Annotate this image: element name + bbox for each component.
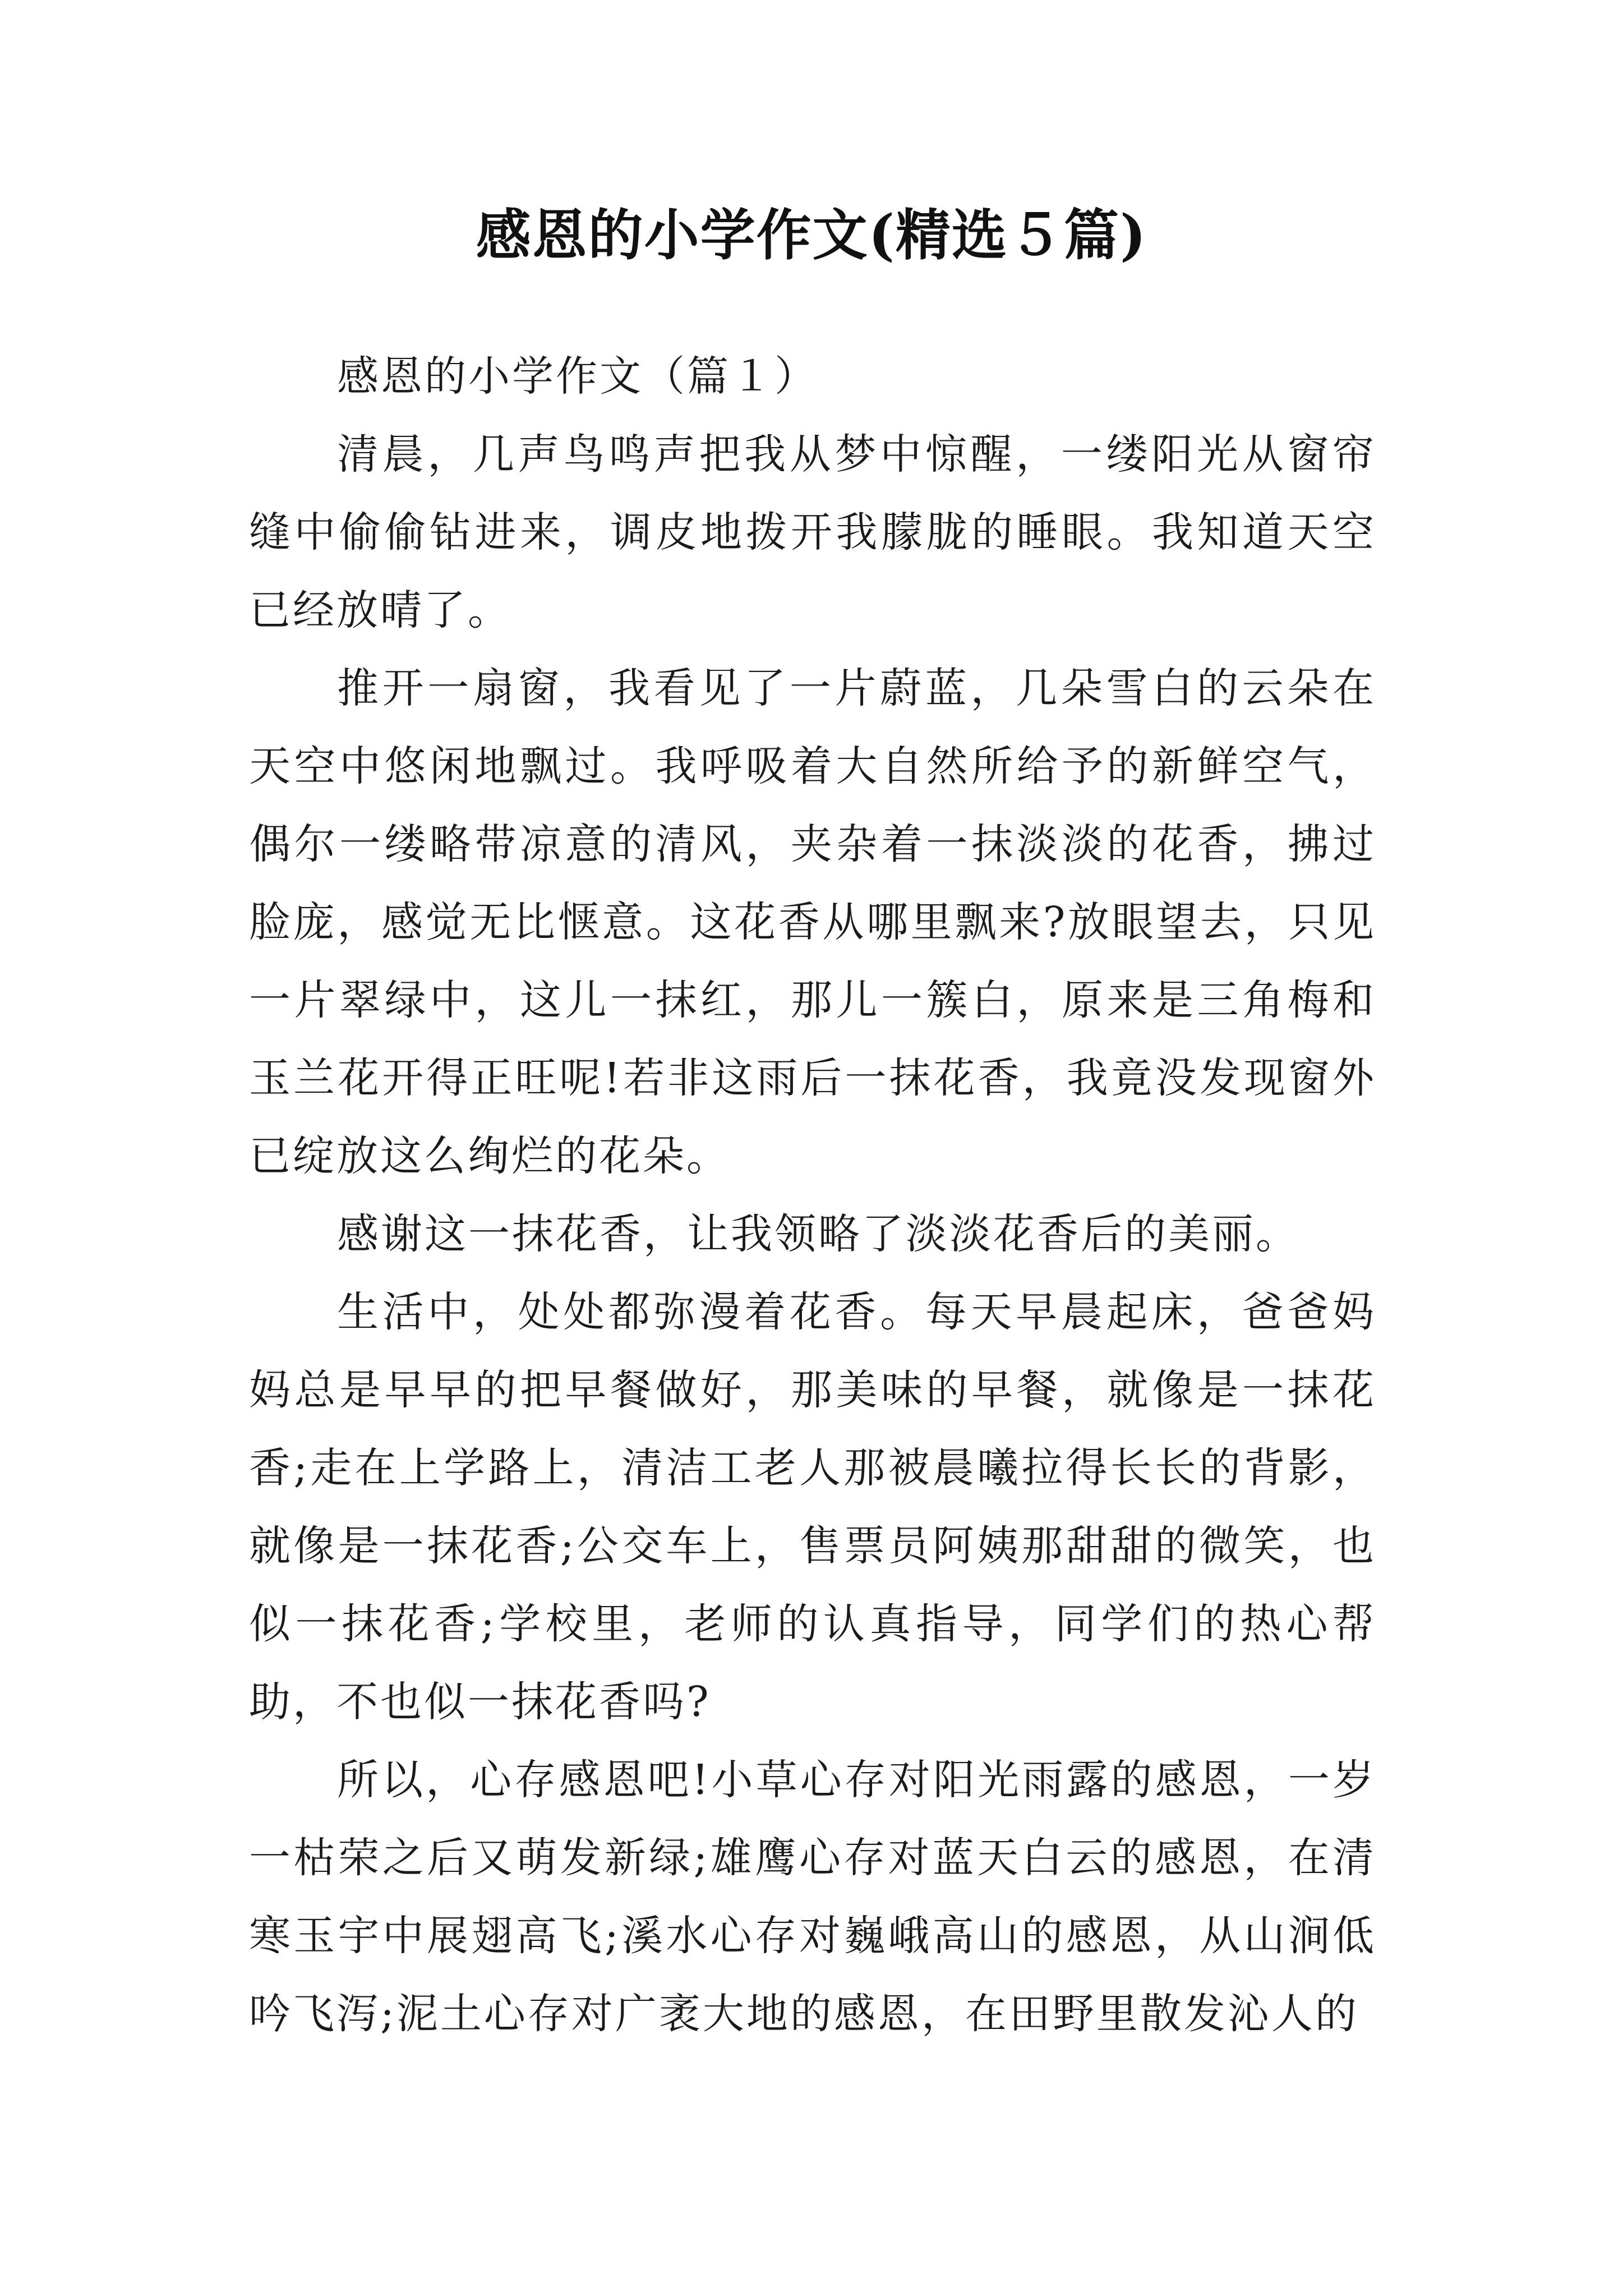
paragraph: 推开一扇窗，我看见了一片蔚蓝，几朵雪白的云朵在天空中悠闲地飘过。我呼吸着大自然所给予的新鲜空气，偶尔一缕略带凉意的清风，夹杂着一抹淡淡的花香，拂过脸庞，感觉无比惬意。这花香从哪里飘来?放眼望去，只见一片翠绿中，这儿一抹红，那儿一簇白，原来是三角梅和玉兰花开得正旺呢!若非这雨后一抹花香，我竟没发现窗外已绽放这么绚烂的花朵。 (249, 664, 1376, 1180)
document-body (249, 338, 1376, 2053)
paragraph: 感谢这一抹花香，让我领略了淡淡花香后的美丽。 (337, 1210, 1299, 1258)
section-heading: 感恩的小学作文（篇１） (337, 352, 818, 401)
paragraph: 所以，心存感恩吧!小草心存对阳光雨露的感恩，一岁一枯荣之后又萌发新绿;雄鹰心存对蓝天白云的感恩，在清寒玉宇中展翅高飞;溪水心存对巍峨高山的感恩，从山涧低吟飞泻;泥土心存对广袤大地的感恩，在田野里散发沁人的 (249, 1756, 1376, 2038)
paragraph: 生活中，处处都弥漫着花香。每天早晨起床，爸爸妈妈总是早早的把早餐做好，那美味的早餐，就像是一抹花香;走在上学路上，清洁工老人那被晨曦拉得长长的背影，就像是一抹花香;公交车上，售票员阿姨那甜甜的微笑，也似一抹花香;学校里，老师的认真指导，同学们的热心帮助，不也似一抹花香吗? (249, 1288, 1376, 1726)
document-title: 感恩的小学作文(精选５篇) (476, 203, 1147, 268)
paragraph: 清晨，几声鸟鸣声把我从梦中惊醒，一缕阳光从窗帘缝中偷偷钻进来，调皮地拨开我朦胧的睡眼。我知道天空已经放晴了。 (249, 430, 1376, 634)
